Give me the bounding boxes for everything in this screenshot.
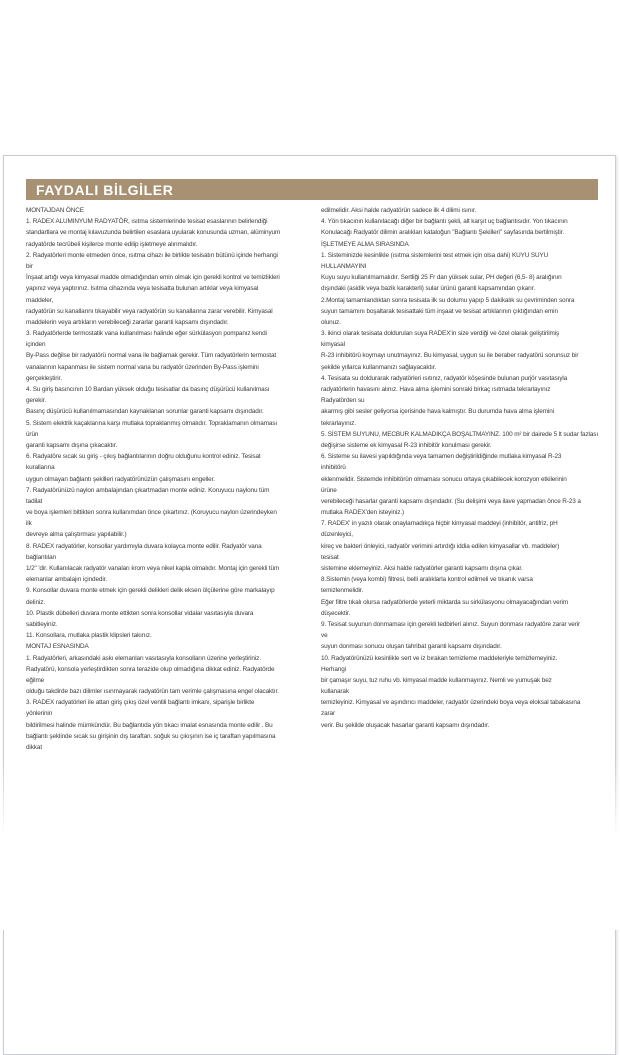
text-line: maddelerin veya artıkların verebileceği zararlar garanti kapsamı dışındadır. <box>26 318 229 326</box>
text-line: deliniz. <box>26 598 45 606</box>
text-line: tadilat <box>26 497 43 505</box>
text-line: 3. RADEX radyatörleri ile attan giriş çıkış özel ventili bağlantı imkanı, siparişle birlikte <box>26 699 255 707</box>
text-line: 8.Sistemin (veya kombi) filtresi, belli aralıklarla kontrol edilmeli ve tıkanık varsa <box>321 576 533 584</box>
text-line: 1. RADEX ALUMINYUM RADYATÖR, ısıtma sistemlerinde tesisat esaslarının belirlendiği <box>26 218 268 226</box>
text-line: Konulacağı Radyatör dilimin aralıkları kataloğun "Bağlantı Şekilleri" sayfasında bertilmiştir. <box>321 229 564 237</box>
text-line: eğilme <box>26 676 45 684</box>
text-line: kurallarına <box>26 464 55 472</box>
text-line: bir çamaşır suyu, tuz ruhu vb. kimyasal madde kullanmayınız. Nemli ve yumuşak bez <box>321 676 552 684</box>
text-line: yapınız veya yaptırınız. Isıtma cihazında veya tesisatta bulunan artıklar veya kimyasal <box>26 285 259 293</box>
text-line: 9. Tesisat suyunun donmaması için gerekli tedbirleri alınız. Suyun donması radyatöre zarar verir <box>321 620 581 628</box>
text-line: içinden <box>26 341 46 349</box>
text-line: 7. RADEX' in yazılı olarak onaylamadıkça hiçbir kimyasal maddeyi (inhibitör, antifriz, pH <box>321 520 558 528</box>
text-line: 6. Radyatöre sıcak su giriş - çıkış bağlantılarının doğru olduğunu kontrol ediniz. Tesisat <box>26 453 261 461</box>
text-line: gerçekleştirir. <box>26 374 62 382</box>
text-line: bağlantı şeklinde sıcak su girişinin dış taraftan. soğuk su çıkışının ise iç taraftan yapılmasına <box>26 732 276 740</box>
text-line: 5. Sistem elektrik kaçaklarına karşı mutlaka topraklanmış olmalıdır. Topraklamanın olmaması <box>26 419 278 427</box>
text-line: kimyasal <box>321 341 345 349</box>
text-line: ilk <box>26 520 32 528</box>
text-line: Radyatörü, konsola yerleştirdikten sonra terazide olup olmadığına dikkat ediniz. Radyatörde <box>26 665 275 673</box>
section-header-bar <box>26 179 598 200</box>
text-line: gerekir. <box>26 397 46 405</box>
text-line: temizleyiniz. Kimyasal ve aşındırıcı maddeler, radyatör üzerindeki boya veya eloksal tabakasına <box>321 699 581 707</box>
text-line: MONTAJDAN ÖNCE <box>26 207 84 214</box>
text-line: tekrarlayınız. <box>321 419 356 427</box>
text-line: Eğer filtre tıkalı olursa radyatörlerde yeterli miktarda su sirkülasyonu olmayacağından verim <box>321 598 569 606</box>
text-line: MONTAJ ESNASINDA <box>26 643 89 651</box>
text-line: 4. Tesisata su doldurarak radyatörleri ısıtınız, radyatör köşesinde bulunan purjör vasıtasıyla <box>321 374 568 382</box>
text-line: 2. Radyatörleri monte etmeden önce, ısıtma cihazı ile birlikte tesisatın bütünü içinde herhangi <box>26 251 278 259</box>
text-line: 6. Sisteme su ilavesi yapıldığında veya tamamen değiştirildiğinde mutlaka kimyasal R-23 <box>321 453 562 461</box>
text-line: bağlantıları <box>26 553 57 561</box>
text-line: 10. Plastik dübelleri duvara monte ettikten sonra konsollar vidalar vasıtasıyla duvara <box>26 609 254 617</box>
text-line: ve <box>321 632 328 640</box>
text-line: Herhangi <box>321 665 346 673</box>
document-page <box>3 155 616 1055</box>
text-line: radyatörlerin havasını alınız. Hava alma işlemini sonraki birkaç ısıtmada tekrarlayınız <box>321 386 551 393</box>
text-line: sistemine eklemeyiniz. Aksi halde radyatörler garanti kapsamı dışına çıkar. <box>321 565 523 572</box>
text-line: 4. Yön tıkacının kullanılacağı diğer bir bağlantı şekli, alt karşıt uç bağlantısıdır. Yon tıkacının <box>321 218 568 226</box>
text-line: İŞLETMEYE ALMA SIRASINDA <box>321 240 409 248</box>
text-line: Kuyu suyu kullanılmamalıdır. Sertliği 25 Fr dan yüksek sular, PH değeri (6,5- 8) aralığının <box>321 274 562 282</box>
text-line: HULLANMAYINI <box>321 262 367 270</box>
text-line: 11. Konsollara, mutlaka plastik klipsleri takınız. <box>26 632 152 640</box>
text-line: standartlara ve montaj kılavuzunda belirtilen esaslara uyularak konusunda uzman, alüminyum <box>26 229 281 237</box>
text-line: dışındaki (asidik veya bazik karakterli) sular ürünü garanti kapsamından çıkarır. <box>321 285 536 293</box>
text-line: inhibitörü <box>321 464 346 472</box>
text-line: zarar <box>321 710 335 718</box>
text-line: 7. Radyatörünüzü naylon ambalajından çıkartmadan monte ediniz. Koruyucu naylonu tüm <box>26 486 270 494</box>
text-line: 3. ikinci olarak tesisata doldurulan suya RADEX'in size verdiği ve özel olarak geliştirilmiş <box>321 330 560 338</box>
text-line: verebileceği hasarlar garanti kapsamı dışındadır. (Su delişimi veya ilave yapmadan önce R-23 a <box>321 497 581 505</box>
text-line: R-23 inhibitörü koymayı unutmayınız. Bu kimyasal, uygun su ile beraber radyatörü sorunsuz bir <box>321 352 579 360</box>
text-line: tesisat <box>321 553 339 561</box>
text-line: kireç ve bakteri önleyici, radyatör verimini artırdığı iddia edilen kimyasallar vb. maddeler) <box>321 542 560 550</box>
text-line: 2.Montaj tamamlandıktan sonra tesisata ilk su dolumu yapıp 5 dakikalık su çevriminden sonra <box>321 296 575 304</box>
text-line: 8. RADEX radyatörler, konsollar yardımıyla duvara kolayca monte edilir. Radyatör vana <box>26 542 262 550</box>
page-title: FAYDALI BİLGİLER <box>36 181 174 198</box>
text-line: Basınç düşürücü kullanılmamasından kaynaklanan sorunlar garanti kapsamı dışındadır. <box>26 408 264 416</box>
text-line: 1/2" 'dir. Kullanılacak radyatör vanaları krom veya nikel kapla olmalıdır. Montaj için gerekli tüm <box>26 565 280 572</box>
text-line: edilmelidir. Aksi halde radyatörün sadece ilk 4 dilimi ısınır. <box>321 207 477 214</box>
text-column-right <box>321 205 606 731</box>
text-line: akarmış gibi sesler geliyorsa içerisinde hava kalmıştır. Bu durumda hava alma işlemini <box>321 408 554 416</box>
text-line: şekilde yıllarca kullanmanızı sağlayacaktır. <box>321 363 437 371</box>
text-line: maddeler, <box>26 296 53 304</box>
text-line: 9. Konsollar duvara monte etmek için gerekli delikleri delik eksen ölçülerine göre markalayıp <box>26 587 275 595</box>
text-line: İnşaat artığı veya kimyasal madde olmadığından emin olmak için gerekli kontrol ve temizlikleri <box>26 274 280 282</box>
text-line: bildirilmesi halinde mümkündür. Bu bağlantıda yön tıkacı imalat esnasında monte edilir . Bu <box>26 721 273 729</box>
text-line: 1. Sisteminizde kesinlikle (ısıtma sistemlerini test etmek için olsa dahi) KUYU SUYU <box>321 251 549 259</box>
text-line: ürüne <box>321 486 337 494</box>
text-line: 5. SİSTEM SUYUNU, MECBUR KALMADIKÇA BOŞALTMAYINZ. 100 m² bir dairede 5 lt sudar fazlası <box>321 430 598 438</box>
text-line: radyatörde tecrübeli kişilerce monte edilip işletmeye alınmalıdır. <box>26 240 198 248</box>
text-line: devreye alma çalıştırması yapılabilir.) <box>26 531 127 539</box>
text-line: vanalarının kapanması ile sistem normal vana bu radyatör üzerinden By-Pass işlemini <box>26 363 259 371</box>
text-line: olduğu takdirde bazı dilimler ısınmayarak radyatörün tam verimle çalışmasına engel olacaktır. <box>26 688 279 696</box>
text-line: değişirse sisteme ek kimyasal R-23 inhibitör konulması gerekir. <box>321 441 492 449</box>
text-line: eklenmelidir. Sistemde inhibitörün olmaması sonucu ortaya çıkabilecek korozyon etkilerinin <box>321 475 567 483</box>
text-line: 4. Su giriş basıncının 10 Bardan yüksek olduğu tesisatlar da basınç düşürücü kullanılması <box>26 386 270 393</box>
text-line: sabitleyiniz. <box>26 620 58 628</box>
text-line: 3. Radyatörlerde termostatik vana kullanılması halinde eğer sürkülasyon pompanız kendi <box>26 330 267 338</box>
text-line: dikkat <box>26 744 42 751</box>
text-line: Radyatörden su <box>321 397 365 405</box>
text-line: suyun donması sonucu oluşan tahribat garanti kapsamı dışındadır. <box>321 643 502 651</box>
text-line: By-Pass değilse bir radyatörü normal vana ile bağlamak gerekir. Tüm radyatörlerin termostat <box>26 352 277 360</box>
text-line: ürün <box>26 430 39 438</box>
text-line: suyun tamamını boşaltarak tesisattaki tüm inşaat ve tesisat artıklarının çıktığından emin <box>321 307 558 315</box>
text-line: mutlaka RADEX'den isteyiniz.) <box>321 509 404 517</box>
text-line: düzenleyici, <box>321 531 353 539</box>
text-line: 1. Radyatörleri, arkasındaki askı elemanları vasıtasıyla konsolların üzerine yerleştiriniz. <box>26 654 261 662</box>
text-line: temizlenmelidir. <box>321 587 364 595</box>
text-line: uygun olmayan bağlantı şekilleri radyatörünüzün çalışmasını engeller. <box>26 475 215 483</box>
text-column-left <box>26 205 314 753</box>
text-line: 10. Radyatörünüzü kesinlikle sert ve iz bırakan temizleme maddeleriyle temizlemeyiniz. <box>321 654 558 662</box>
text-line: ve boya işlemleri bittikten sonra kullanımdan önce çıkartınız. (Koruyucu naylon üzerindeyken <box>26 509 277 517</box>
text-line: radyatörün su kanallarını tıkayabilir veya radyatörün su kanallarına zarar verebilir. Kimyasal <box>26 307 273 315</box>
text-line: elemanlar ambalajın içindedir. <box>26 576 107 584</box>
text-line: garanti kapsamı dışına çıkacaktır. <box>26 441 118 449</box>
text-line: verir. Bu şekilde oluşacak hasarlar garanti kapsamı dışındadır. <box>321 721 490 729</box>
text-line: yönlerinin <box>26 710 53 718</box>
text-line: olunuz. <box>321 318 341 326</box>
text-line: bir <box>26 262 33 270</box>
text-line: kullanarak <box>321 688 349 696</box>
text-line: düşecektir. <box>321 609 351 617</box>
